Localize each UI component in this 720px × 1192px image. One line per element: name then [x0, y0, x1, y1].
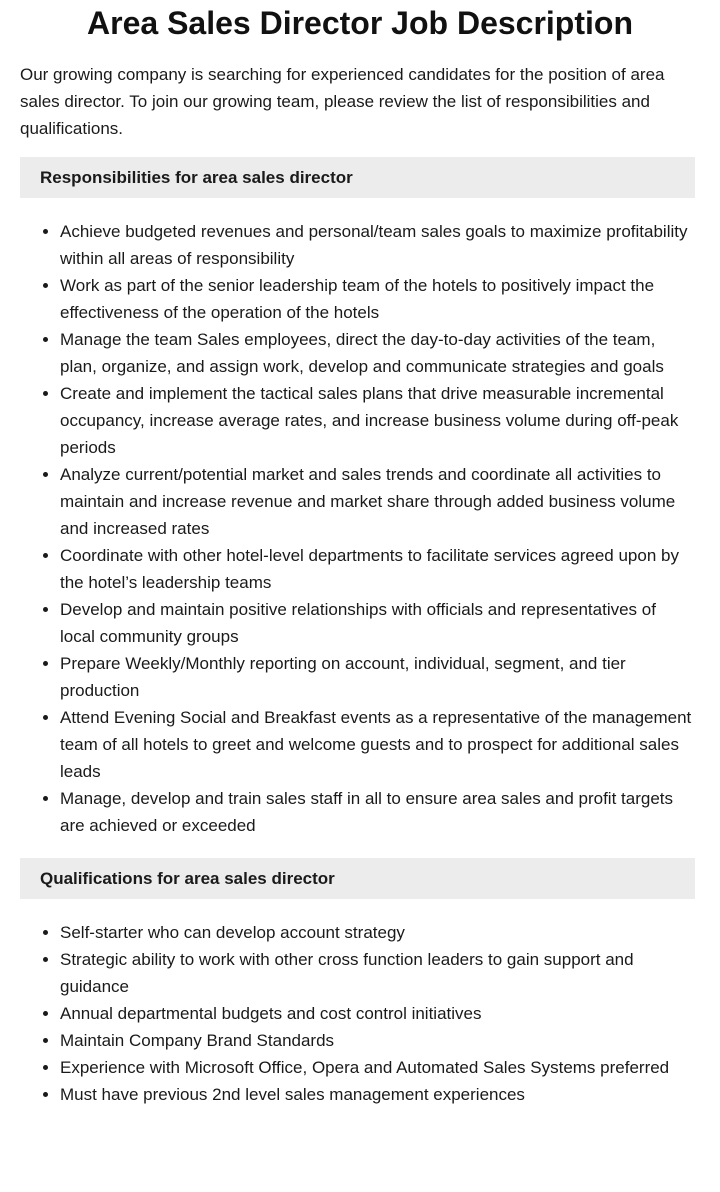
list-item: • Achieve budgeted revenues and personal/team sales goals to maximize profitability within all areas of responsibility: [60, 218, 695, 272]
list-item: • Must have previous 2nd level sales management experiences: [60, 1081, 695, 1108]
list-item: • Prepare Weekly/Monthly reporting on account, individual, segment, and tier production: [60, 650, 695, 704]
list-item: • Create and implement the tactical sales plans that drive measurable incremental occupancy, increase average rates, and increase business volume during off-peak periods: [60, 380, 695, 461]
list-item: • Strategic ability to work with other cross function leaders to gain support and guidance: [60, 946, 695, 1000]
list-item: • Develop and maintain positive relationships with officials and representatives of local community groups: [60, 596, 695, 650]
list-item: • Self-starter who can develop account strategy: [60, 919, 695, 946]
list-item: • Annual departmental budgets and cost control initiatives: [60, 1000, 695, 1027]
intro-paragraph: Our growing company is searching for experienced candidates for the position of area sales director. To join our growing team, please review the list of responsibilities and qualifications.: [20, 65, 665, 138]
list-item: • Manage, develop and train sales staff in all to ensure area sales and profit targets are achieved or exceeded: [60, 785, 695, 839]
qualifications-list: [20, 919, 695, 1108]
responsibilities-heading: Responsibilities for area sales director: [20, 157, 695, 198]
list-item: • Manage the team Sales employees, direct the day-to-day activities of the team, plan, organize, and assign work, develop and communicate strategies and goals: [60, 326, 695, 380]
list-item: • Analyze current/potential market and sales trends and coordinate all activities to maintain and increase revenue and market share through added business volume and increased rates: [60, 461, 695, 542]
list-item: • Attend Evening Social and Breakfast events as a representative of the management team of all hotels to greet and welcome guests and to prospect for additional sales leads: [60, 704, 695, 785]
list-item: • Work as part of the senior leadership team of the hotels to positively impact the effectiveness of the operation of the hotels: [60, 272, 695, 326]
list-item: • Maintain Company Brand Standards: [60, 1027, 695, 1054]
page-title: Area Sales Director Job Description: [87, 5, 633, 41]
list-item: • Coordinate with other hotel-level departments to facilitate services agreed upon by the hotel’s leadership teams: [60, 542, 695, 596]
list-item: • Experience with Microsoft Office, Opera and Automated Sales Systems preferred: [60, 1054, 695, 1081]
qualifications-heading: Qualifications for area sales director: [20, 858, 695, 899]
responsibilities-list: [20, 218, 695, 839]
